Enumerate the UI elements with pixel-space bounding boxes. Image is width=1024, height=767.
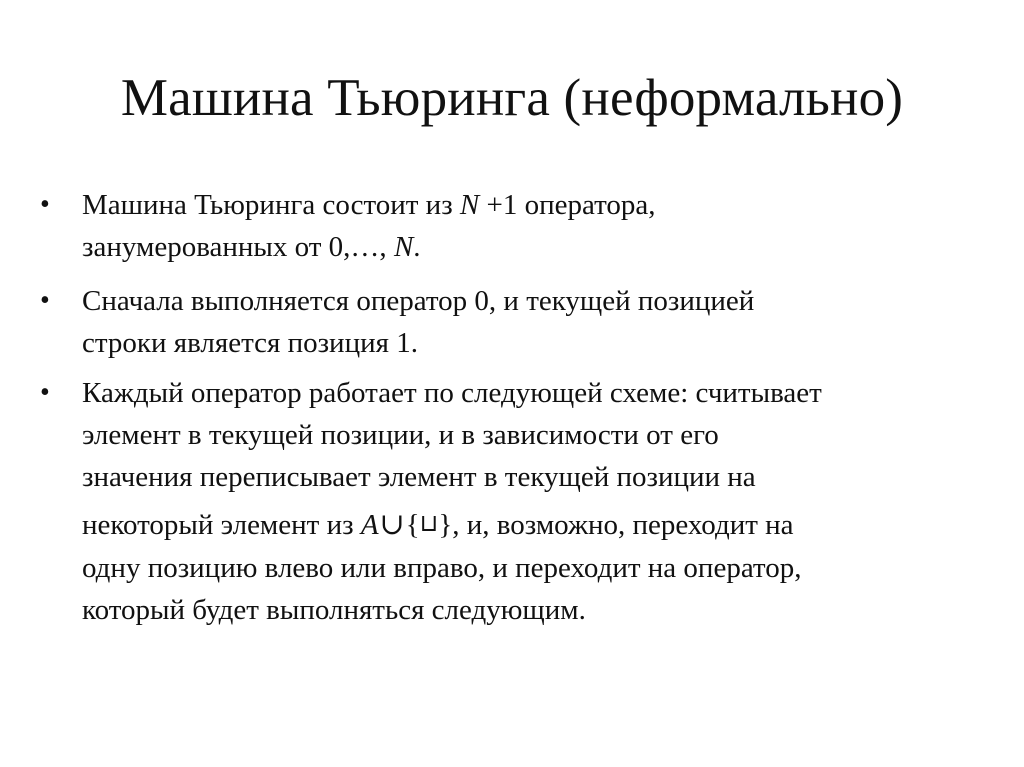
bullet-marker: •	[40, 285, 50, 316]
math-variable: N	[459, 189, 480, 221]
math-variable: N	[393, 231, 414, 263]
bullet-marker: •	[40, 377, 50, 408]
bullet-line: который будет выполняться следующим.	[82, 594, 586, 626]
bullet-line: значения переписывает элемент в текущей позиции на	[82, 461, 756, 493]
bullet-text	[82, 372, 982, 631]
bullet-list	[0, 184, 1024, 631]
bullet-line: Каждый оператор работает по следующей схеме: считывает	[82, 377, 822, 409]
bullet-item-1	[0, 184, 1024, 268]
bullet-line: элемент в текущей позиции, и в зависимости от его	[82, 419, 719, 451]
text-segment: Машина Тьюринга состоит из	[82, 189, 460, 221]
bullet-item-2	[0, 280, 1024, 364]
bullet-item-3	[0, 372, 1024, 631]
bullet-line	[82, 184, 982, 226]
text-segment: занумерованных от 0,…,	[82, 231, 394, 263]
bullet-line: Сначала выполняется оператор 0, и текущей позицией	[82, 285, 755, 317]
bullet-line-set-notation	[82, 504, 982, 547]
open-brace: {	[405, 509, 420, 541]
blank-symbol: ⊔	[419, 509, 439, 537]
math-variable: A	[360, 509, 379, 541]
close-brace: }	[438, 509, 453, 541]
bullet-marker: •	[40, 189, 50, 220]
bullet-line	[82, 226, 982, 268]
text-segment: , и, возможно, переходит на	[452, 509, 794, 541]
slide-title: Машина Тьюринга (неформально)	[120, 69, 904, 127]
bullet-text	[82, 184, 982, 268]
bullet-text	[82, 280, 982, 364]
union-symbol: ∪	[379, 508, 405, 541]
text-segment: некоторый элемент из	[82, 509, 361, 541]
bullet-line: строки является позиция 1.	[82, 327, 418, 359]
bullet-line: одну позицию влево или вправо, и переходит на оператор,	[82, 552, 802, 584]
text-segment: .	[413, 231, 421, 263]
text-segment: +1 оператора,	[479, 189, 656, 221]
